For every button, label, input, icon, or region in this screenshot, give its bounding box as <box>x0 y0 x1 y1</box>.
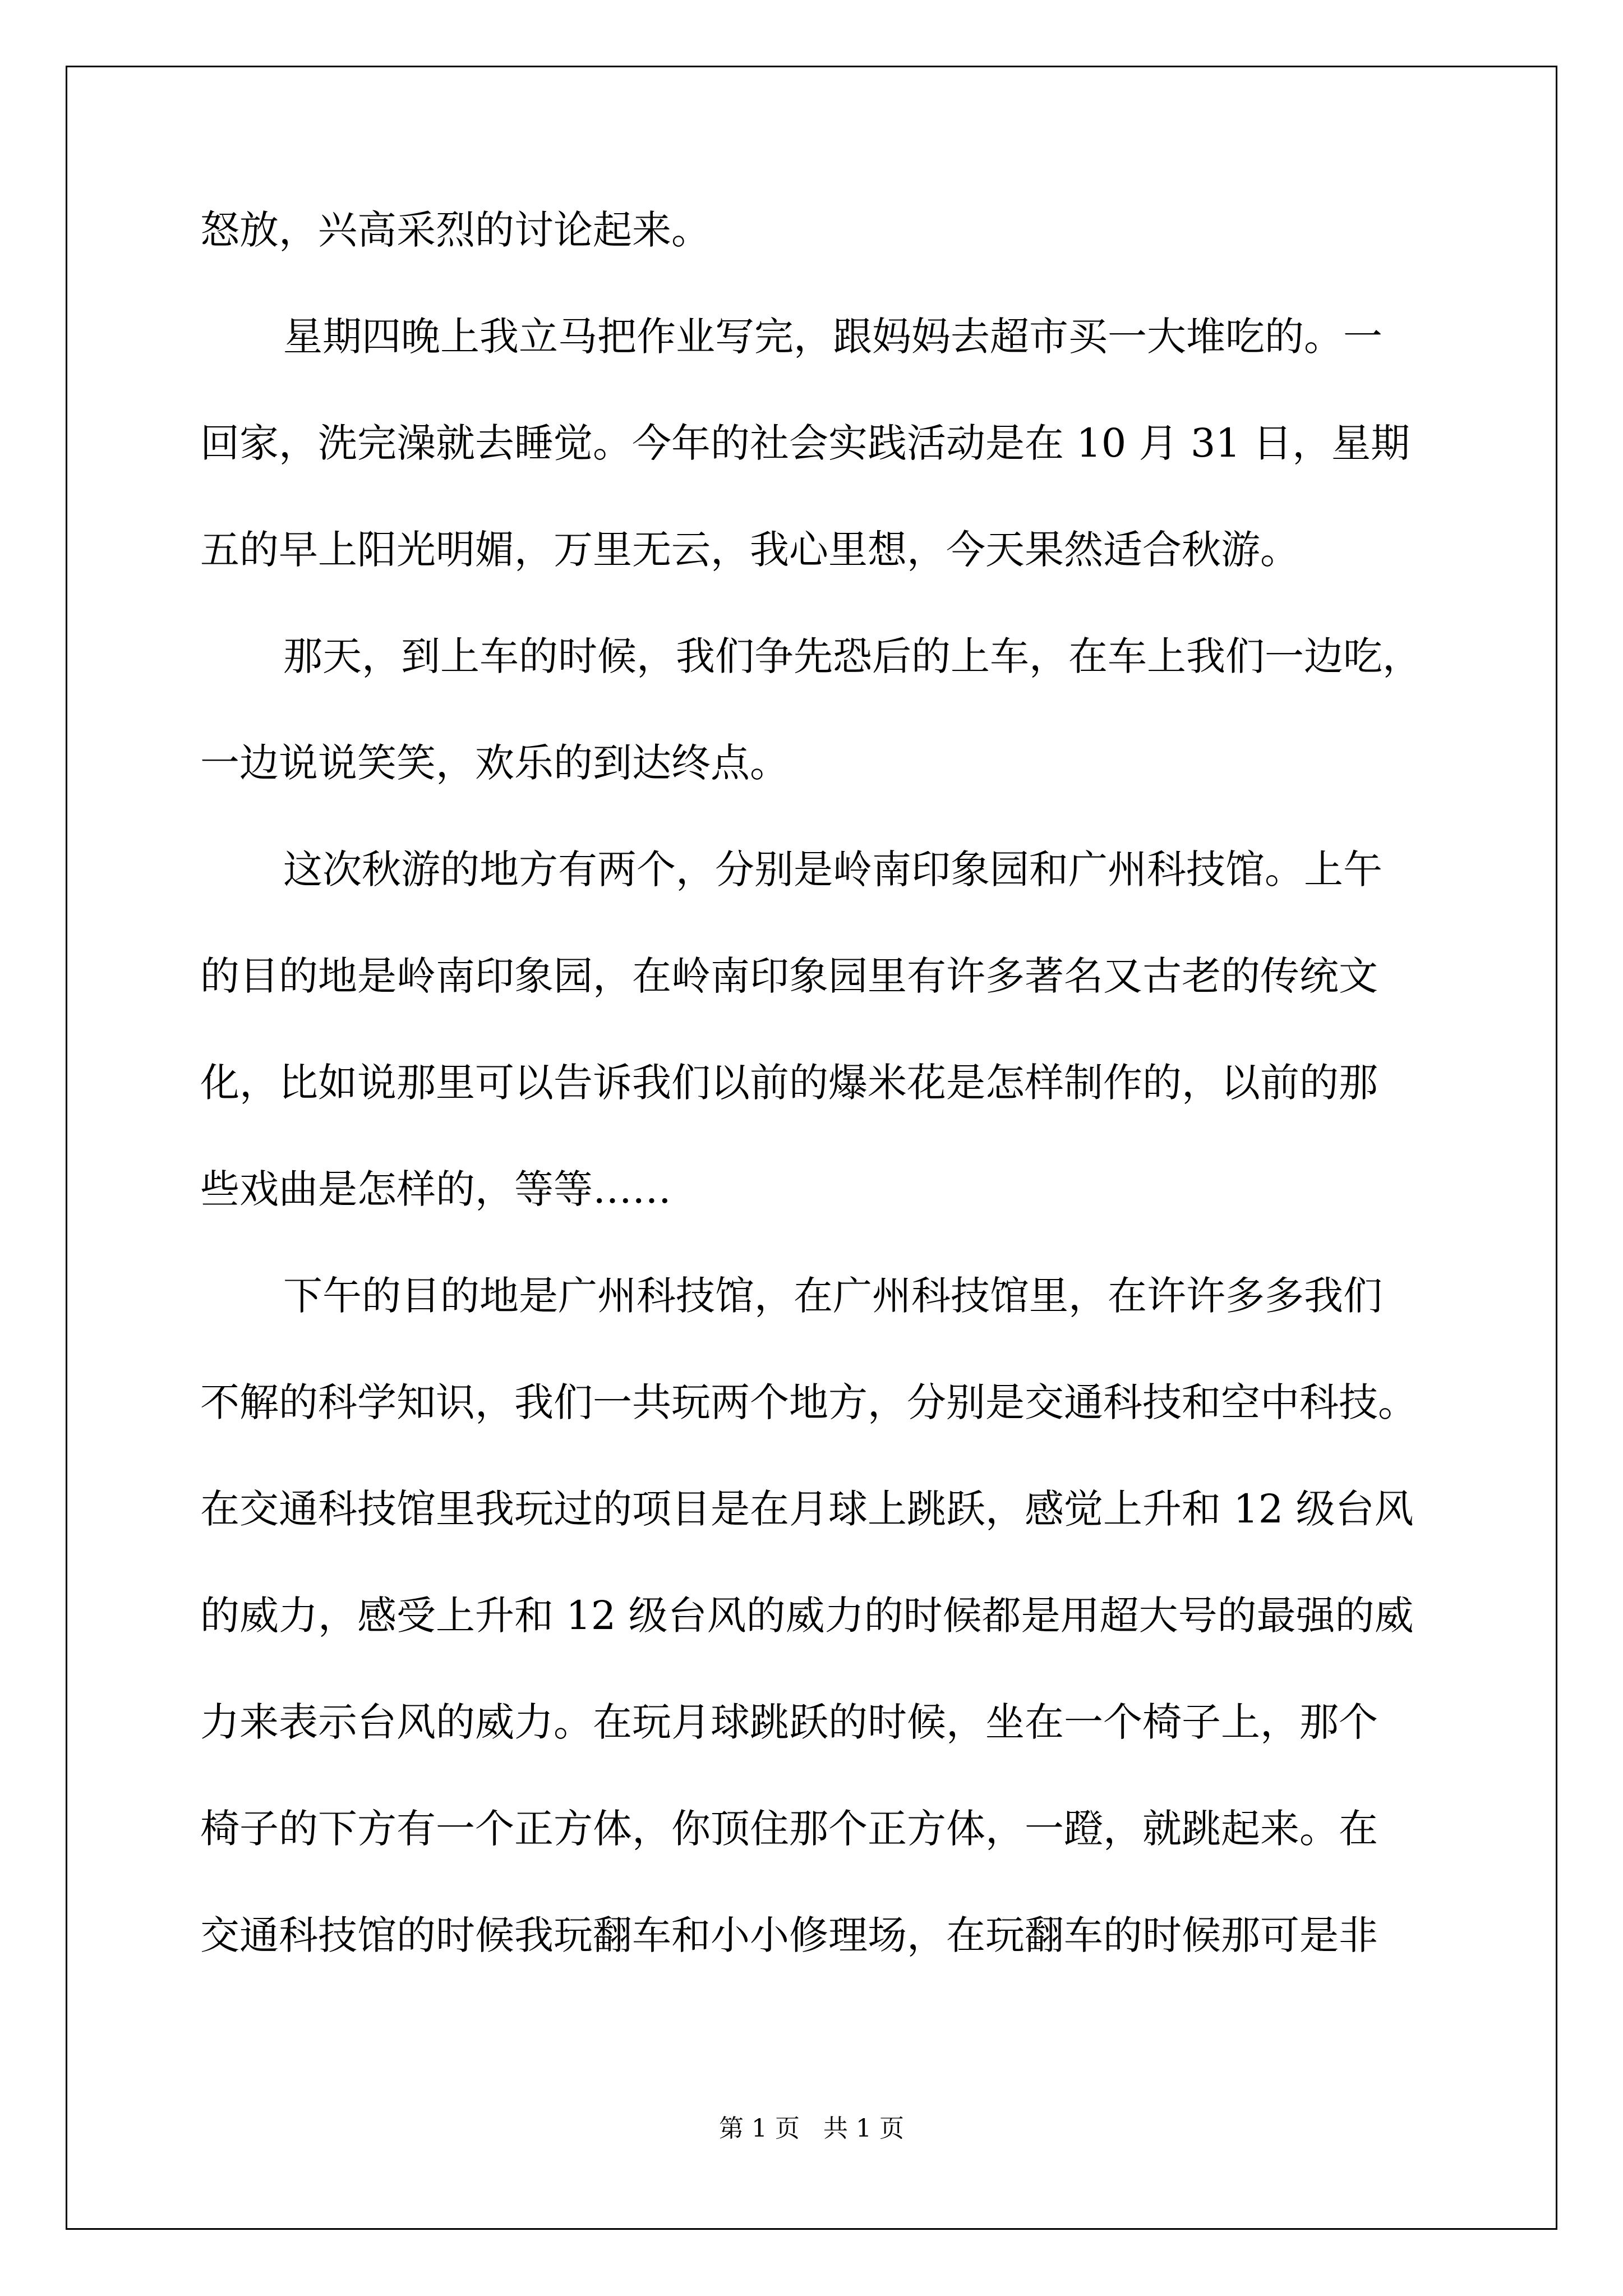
text-line: 交通科技馆的时候我玩翻车和小小修理场，在玩翻车的时候那可是非 <box>200 1912 1378 1958</box>
text-line: 怒放，兴高采烈的讨论起来。 <box>200 207 711 253</box>
text-line: 这次秋游的地方有两个，分别是岭南印象园和广州科技馆。上午 <box>283 846 1382 892</box>
text-line: 那天，到上车的时候，我们争先恐后的上车，在车上我们一边吃， <box>283 633 1422 679</box>
text-line: 的威力，感受上升和 12 级台风的威力的时候都是用超大号的最强的威 <box>200 1593 1414 1639</box>
text-line: 些戏曲是怎样的，等等…… <box>200 1166 671 1212</box>
text-line: 不解的科学知识，我们一共玩两个地方，分别是交通科技和空中科技。 <box>200 1379 1417 1425</box>
text-line: 的目的地是岭南印象园，在岭南印象园里有许多著名又古老的传统文 <box>200 953 1378 999</box>
text-line: 力来表示台风的威力。在玩月球跳跃的时候，坐在一个椅子上，那个 <box>200 1699 1378 1745</box>
text-line: 椅子的下方有一个正方体，你顶住那个正方体，一蹬，就跳起来。在 <box>200 1806 1378 1852</box>
text-line: 星期四晚上我立马把作业写完，跟妈妈去超市买一大堆吃的。一 <box>283 314 1382 360</box>
text-line: 回家，洗完澡就去睡觉。今年的社会实践活动是在 10 月 31 日，星期 <box>200 420 1410 466</box>
text-line: 在交通科技馆里我玩过的项目是在月球上跳跃，感觉上升和 12 级台风 <box>200 1486 1414 1532</box>
text-line: 下午的目的地是广州科技馆，在广州科技馆里，在许许多多我们 <box>283 1273 1382 1319</box>
text-line: 一边说说笑笑，欢乐的到达终点。 <box>200 740 789 786</box>
text-line: 化，比如说那里可以告诉我们以前的爆米花是怎样制作的，以前的那 <box>200 1060 1378 1106</box>
page-border <box>66 66 1557 2230</box>
text-line: 五的早上阳光明媚，万里无云，我心里想，今天果然适合秋游。 <box>200 527 1299 573</box>
page-footer: 第 1 页 共 1 页 <box>719 2114 904 2143</box>
